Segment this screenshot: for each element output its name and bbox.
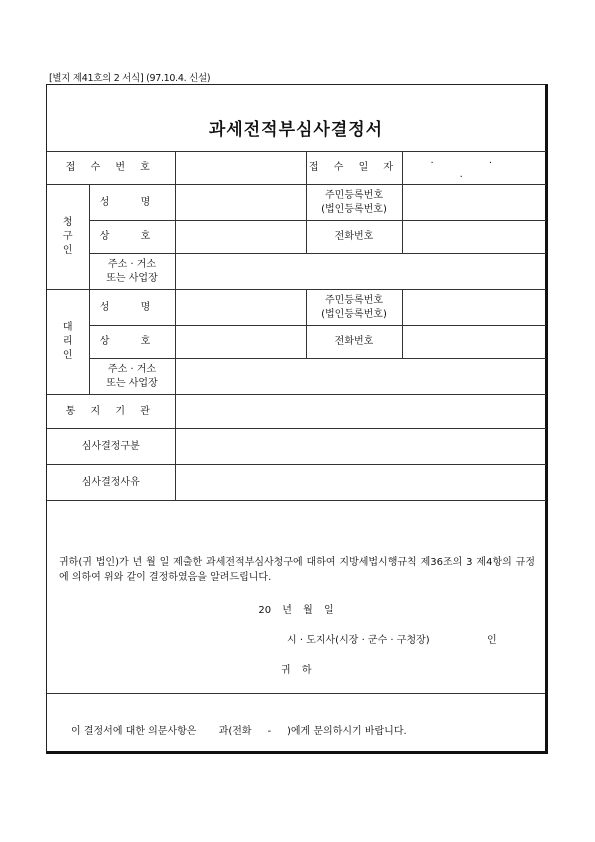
decision-reason-label: 심사결정사유 (47, 465, 175, 501)
agent-id-label: 주민등록번호 (법인등록번호) (306, 290, 402, 326)
receipt-date-field[interactable]: . . . (402, 152, 546, 185)
applicant-phone-field[interactable] (402, 221, 546, 254)
agent-address-label: 주소 · 거소 또는 사업장 (89, 359, 175, 395)
applicant-firm-label: 상 호 (89, 221, 175, 254)
agent-phone-field[interactable] (402, 326, 546, 359)
agent-firm-field[interactable] (175, 326, 306, 359)
applicant-firm-row (47, 221, 546, 254)
form-caption: [별지 제41호의 2 서식] (97.10.4. 신설) (49, 73, 211, 84)
applicant-name-row (47, 185, 546, 221)
agent-address-row (47, 359, 546, 395)
form-title: 과세전적부심사결정서 (208, 120, 384, 140)
agent-phone-label: 전화번호 (306, 326, 402, 359)
decision-type-row (47, 429, 546, 465)
applicant-phone-label: 전화번호 (306, 221, 402, 254)
receipt-number-label: 접 수 번 호 (47, 152, 175, 185)
receipt-row (47, 152, 546, 185)
applicant-address-row (47, 254, 546, 290)
agent-address-field[interactable] (175, 359, 546, 395)
signer-title: 시 · 도지사(시장 · 군수 · 구청장) (287, 635, 430, 646)
agent-name-row (47, 290, 546, 326)
agent-id-field[interactable] (402, 290, 546, 326)
applicant-id-label: 주민등록번호 (법인등록번호) (306, 185, 402, 221)
notice-agency-label: 통 지 기 관 (47, 395, 175, 429)
receipt-date-label: 접 수 일 자 (306, 152, 402, 185)
agent-name-field[interactable] (175, 290, 306, 326)
agent-firm-label: 상 호 (89, 326, 175, 359)
seal-mark: 인 (487, 635, 497, 646)
addressee: 귀 하 (281, 665, 312, 676)
decision-reason-field[interactable] (175, 465, 546, 501)
agent-name-label: 성 명 (89, 290, 175, 326)
decision-type-label: 심사결정구분 (47, 429, 175, 465)
applicant-firm-field[interactable] (175, 221, 306, 254)
applicant-id-field[interactable] (402, 185, 546, 221)
footer-divider (47, 693, 545, 694)
footer-inquiry-note: 이 결정서에 대한 의문사항은 과(전화 - )에게 문의하시기 바랍니다. (71, 726, 407, 737)
form-table (47, 151, 546, 501)
agent-firm-row (47, 326, 546, 359)
applicant-address-field[interactable] (175, 254, 546, 290)
applicant-group-label: 청 구 인 (47, 185, 89, 290)
notice-agency-row (47, 395, 546, 429)
receipt-number-field[interactable] (175, 152, 306, 185)
decision-type-field[interactable] (175, 429, 546, 465)
applicant-name-field[interactable] (175, 185, 306, 221)
applicant-name-label: 성 명 (89, 185, 175, 221)
form-frame (46, 84, 548, 754)
notice-text: 귀하(귀 법인)가 년 월 일 제출한 과세전적부심사청구에 대하여 지방세법시행규칙 제36조의 3 제4항의 규정에 의하여 위와 같이 결정하였음을 알려드립니다. (59, 557, 535, 583)
notice-paragraph (59, 555, 535, 585)
decision-date-line: 20 년 월 일 (258, 605, 334, 616)
decision-reason-row (47, 465, 546, 501)
agent-group-label: 대 리 인 (47, 290, 89, 395)
applicant-address-label: 주소 · 거소 또는 사업장 (89, 254, 175, 290)
notice-agency-field[interactable] (175, 395, 546, 429)
